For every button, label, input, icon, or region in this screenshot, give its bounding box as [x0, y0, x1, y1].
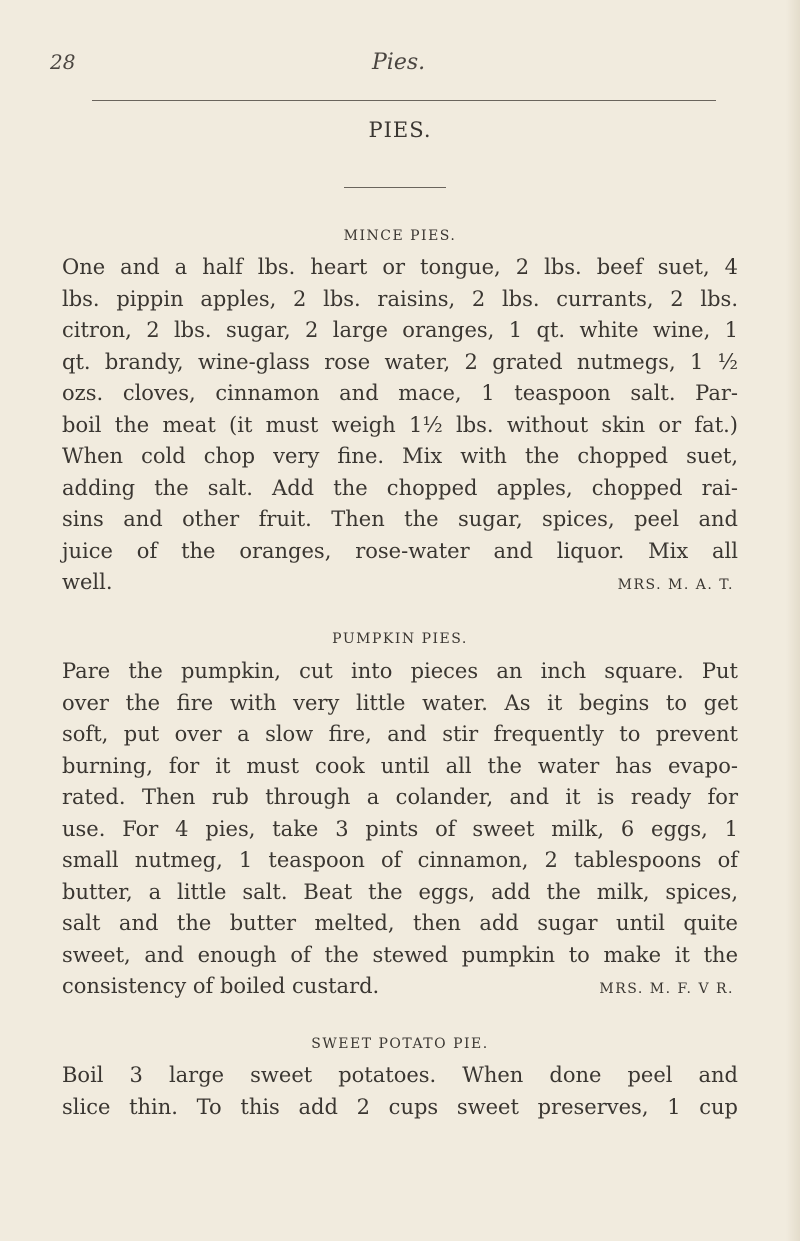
recipe-line: salt and the butter melted, then add sugar until quite	[62, 911, 738, 935]
recipe-line: qt. brandy, wine-glass rose water, 2 grated nutmegs, 1 ½	[62, 349, 738, 374]
recipe-line: citron, 2 lbs. sugar, 2 large oranges, 1 qt. white wine, 1	[62, 318, 738, 342]
recipe-line: sins and other fruit. Then the sugar, spices, peel and	[62, 507, 738, 531]
recipe-line: butter, a little salt. Beat the eggs, add the milk, spices,	[62, 879, 738, 904]
running-title: Pies.	[372, 50, 426, 75]
recipe-body-sweet-potato-pie	[62, 1060, 738, 1123]
recipe-signature-line	[62, 567, 738, 602]
recipe-line: adding the salt. Add the chopped apples, chopped rai-	[62, 475, 738, 500]
recipe-line: Boil 3 large sweet potatoes. When done peel and	[62, 1063, 738, 1087]
header-rule	[92, 100, 716, 101]
recipe-line: rated. Then rub through a colander, and it is ready for	[62, 785, 738, 809]
recipe-line: lbs. pippin apples, 2 lbs. raisins, 2 lbs. currants, 2 lbs.	[62, 286, 738, 311]
recipe-line: One and a half lbs. heart or tongue, 2 lbs. beef suet, 4	[62, 255, 738, 279]
page-edge	[786, 0, 800, 1241]
recipe-line: soft, put over a slow fire, and stir frequently to prevent	[62, 722, 738, 746]
section-rule	[344, 187, 446, 188]
recipe-line: ozs. cloves, cinnamon and mace, 1 teaspoon salt. Par-	[62, 381, 738, 405]
recipe-line: When cold chop very fine. Mix with the chopped suet,	[62, 444, 738, 468]
recipe-signature-line	[62, 971, 738, 1006]
recipe-line: over the fire with very little water. As it begins to get	[62, 690, 738, 715]
recipe-line: use. For 4 pies, take 3 pints of sweet milk, 6 eggs, 1	[62, 816, 738, 841]
recipe-body-mince-pies	[62, 252, 738, 602]
recipe-signature: MRS. M. A. T.	[617, 577, 734, 593]
recipe-line: consistency of boiled custard.	[62, 974, 380, 998]
recipe-line: sweet, and enough of the stewed pumpkin to make it the	[62, 942, 738, 967]
recipe-line: Pare the pumpkin, cut into pieces an inch square. Put	[62, 659, 738, 683]
recipe-line: well.	[62, 570, 113, 594]
recipe-signature: MRS. M. F. V R.	[599, 981, 734, 997]
recipe-title-sweet-potato-pie: SWEET POTATO PIE.	[311, 1036, 489, 1052]
recipe-line: slice thin. To this add 2 cups sweet preserves, 1 cup	[62, 1094, 738, 1119]
recipe-line: small nutmeg, 1 teaspoon of cinnamon, 2 tablespoons of	[62, 848, 738, 872]
running-head	[50, 48, 730, 88]
section-title: PIES.	[368, 118, 432, 142]
recipe-title-pumpkin-pies: PUMPKIN PIES.	[332, 631, 468, 647]
recipe-line: juice of the oranges, rose-water and liquor. Mix all	[62, 538, 738, 563]
recipe-body-pumpkin-pies	[62, 656, 738, 1006]
recipe-line: burning, for it must cook until all the water has evapo-	[62, 753, 738, 778]
recipe-title-mince-pies: MINCE PIES.	[343, 228, 457, 244]
page-number: 28	[50, 50, 76, 74]
recipe-line: boil the meat (it must weigh 1½ lbs. without skin or fat.)	[62, 412, 738, 437]
